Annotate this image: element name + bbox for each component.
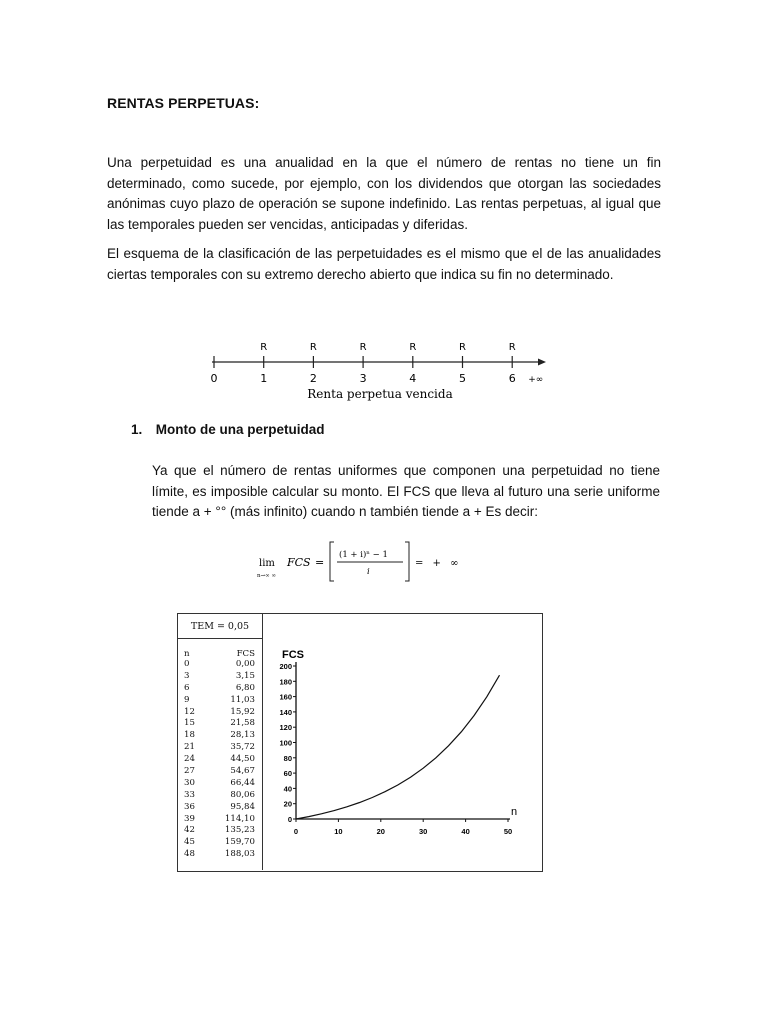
timeline-rent-label: R [359,342,367,353]
table-row [178,802,262,814]
table-cell-n: 30 [184,777,195,788]
scheme-line: El esquema de la clasificación de las perpetuidades es el mismo que el de las anualidades [107,246,661,261]
y-tick-label: 60 [283,769,292,779]
timeline-tick-label: 6 [508,372,516,385]
formula-lhs: FCS [287,556,311,569]
table-row [178,754,262,766]
y-tick-label: 120 [279,723,292,733]
table-row [178,814,262,826]
y-tick-label: 80 [283,753,292,763]
timeline-tick-label: 2 [309,372,317,385]
x-tick-label: 0 [293,827,299,836]
table-cell-n: 42 [184,825,195,836]
perpetuity-timeline-diagram [200,336,560,406]
y-tick-label: 160 [279,692,292,702]
table-cell-n: 9 [184,694,190,705]
timeline-tick-label: 4 [409,372,417,385]
table-cell-n: 0 [184,659,190,669]
y-tick-label: 40 [283,784,292,794]
timeline-tick-label: 0 [210,372,218,385]
section-number: 1. [131,422,143,437]
timeline-end-label: +∞ [528,375,544,385]
table-cell-fcs: 11,03 [230,694,255,705]
timeline-rent-label: R [409,342,417,353]
table-cell-fcs: 114,10 [224,813,255,824]
table-cell-n: 12 [184,706,195,717]
table-cell-n: 24 [184,754,195,765]
table-cell-fcs: 66,44 [230,777,255,788]
x-tick-label: 40 [461,827,470,836]
table-cell-fcs: 15,92 [230,706,255,717]
table-cell-fcs: 159,70 [224,837,255,848]
x-tick-label: 20 [376,827,385,836]
table-cell-n: 18 [184,730,195,741]
section-title: Monto de una perpetuidad [155,422,325,437]
table-cell-n: 39 [184,813,195,824]
formula-denominator: i [367,567,370,577]
table-cell-fcs: 0,00 [235,659,255,669]
formula-right-bracket [405,542,409,581]
fcs-chart [262,614,540,870]
intro-paragraph [107,153,661,235]
formula-lim-subscript: n→∞ ∞ [257,573,277,579]
page-title: RENTAS PERPETUAS: [107,95,260,111]
intro-line: Una perpetuidad es una anualidad en la que el número de rentas no tiene un fin [107,155,661,170]
timeline-tick-label: 3 [359,372,367,385]
y-tick-label: 100 [279,738,292,748]
table-cell-n: 36 [184,801,195,812]
y-tick-label: 0 [287,815,292,824]
timeline-rent-label: R [309,342,317,353]
y-tick-label: 140 [279,707,292,717]
table-cell-fcs: 3,15 [235,670,255,681]
scheme-paragraph [107,244,661,285]
timeline-arrow-icon [538,359,546,366]
limit-formula [255,538,485,588]
table-cell-fcs: 80,06 [230,789,255,800]
fcs-figure [177,613,543,872]
intro-line: las temporales pueden ser vencidas, anticipadas y diferidas. [107,216,468,232]
table-cell-fcs: 135,23 [224,825,255,836]
section-heading [131,422,325,437]
section-paragraph [152,461,660,523]
intro-line: determinado, como sucede, por ejemplo, con los dividendos que otorgan las sociedades [107,175,661,191]
table-row [178,683,262,695]
formula-left-bracket [330,542,334,581]
formula-equals: = [315,556,325,569]
table-cell-fcs: 44,50 [230,754,255,765]
table-cell-fcs: 35,72 [230,742,255,753]
table-row [178,790,262,802]
table-row [178,849,262,861]
timeline-rent-label: R [260,342,268,353]
table-row [178,766,262,778]
table-row [178,659,262,671]
formula-lim: lim [259,558,275,569]
table-row [178,742,262,754]
table-cell-n: 21 [184,742,195,753]
table-row [178,730,262,742]
table-row [178,837,262,849]
table-row [178,825,262,837]
timeline-caption: Renta perpetua vencida [307,387,453,401]
timeline-tick-label: 5 [459,372,466,385]
table-cell-fcs: 95,84 [230,801,255,812]
table-cell-fcs: 188,03 [224,849,255,860]
table-cell-n: 3 [184,670,190,681]
column-n: n [184,649,190,659]
table-cell-n: 6 [184,682,190,693]
table-cell-n: 15 [184,718,195,729]
table-cell-n: 48 [184,849,195,860]
section-line: límite, es imposible calcular su monto. El FCS que lleva al futuro una serie uniforme [152,483,660,499]
table-cell-fcs: 21,58 [230,718,255,729]
column-fcs: FCS [236,649,255,659]
table-cell-fcs: 28,13 [230,730,255,741]
timeline-rent-label: R [459,342,466,353]
table-cell-n: 27 [184,766,195,777]
formula-rhs: = + ∞ [415,558,462,569]
table-cell-n: 33 [184,789,195,800]
table-row [178,707,262,719]
fcs-series-line [296,675,500,819]
formula-numerator: (1 + i)ⁿ − 1 [339,550,388,560]
fcs-table [178,614,263,870]
x-axis-label: n [511,806,518,818]
table-body [178,659,262,861]
timeline-rent-label: R [508,342,516,353]
table-cell-fcs: 6,80 [235,682,255,693]
table-cell-fcs: 54,67 [230,766,255,777]
intro-line: anónimas cuyo plazo de operación se supone indefinido. Las rentas perpetuas, al igual que [107,196,661,211]
table-column-headers [178,639,262,659]
x-tick-label: 30 [419,827,428,836]
y-tick-label: 20 [283,799,292,809]
section-line: Ya que el número de rentas uniformes que componen una perpetuidad no tiene [152,463,660,478]
table-cell-n: 45 [184,837,195,848]
chart-title: FCS [282,649,304,661]
table-header: TEM = 0,05 [178,614,262,639]
y-tick-label: 180 [279,677,292,687]
y-tick-label: 200 [279,662,292,671]
timeline-tick-label: 1 [260,372,268,385]
section-line: tiende a + °° (más infinito) cuando n también tiende a + Es decir: [152,504,539,519]
table-row [178,718,262,730]
table-row [178,695,262,707]
x-tick-label: 50 [503,827,513,836]
scheme-line: ciertas temporales con su extremo derecho abierto que indica su fin no determinado. [107,266,614,282]
table-row [178,671,262,683]
x-tick-label: 10 [334,827,343,836]
table-row [178,778,262,790]
